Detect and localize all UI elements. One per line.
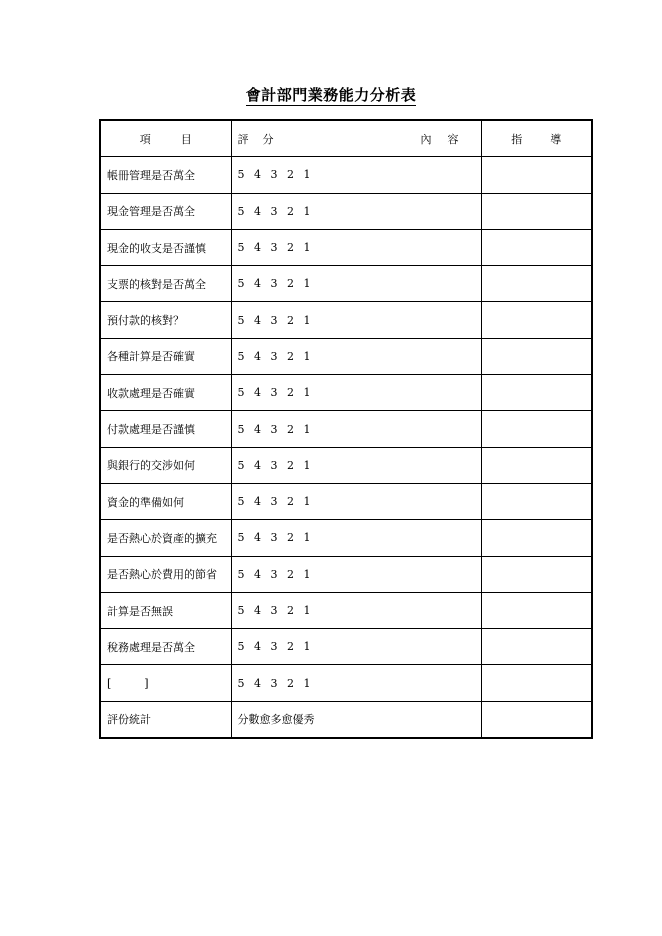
row-item: 是否熱心於費用的節省 — [100, 556, 231, 592]
table-row — [100, 229, 592, 265]
row-item: [ ] — [100, 665, 231, 701]
row-score-scale[interactable]: 5 4 3 2 1 — [231, 302, 481, 338]
row-score-scale[interactable]: 5 4 3 2 1 — [231, 266, 481, 302]
table-row — [100, 556, 592, 592]
header-score-char-1: 評 — [237, 132, 249, 146]
table-row — [100, 375, 592, 411]
table-row — [100, 302, 592, 338]
row-guide-cell[interactable] — [481, 665, 592, 701]
row-item: 收款處理是否確實 — [100, 375, 231, 411]
row-item: 稅務處理是否萬全 — [100, 629, 231, 665]
row-score-scale[interactable]: 5 4 3 2 1 — [231, 483, 481, 519]
header-score-char-2: 分 — [262, 132, 274, 146]
summary-label: 評份統計 — [100, 701, 231, 738]
row-score-scale[interactable]: 5 4 3 2 1 — [231, 411, 481, 447]
row-guide-cell[interactable] — [481, 520, 592, 556]
row-guide-cell[interactable] — [481, 483, 592, 519]
header-guide — [481, 120, 592, 157]
table-row — [100, 157, 592, 193]
table-body — [100, 157, 592, 701]
table-row — [100, 665, 592, 701]
page-title-text: 會計部門業務能力分析表 — [245, 86, 417, 104]
summary-guide-cell[interactable] — [481, 701, 592, 738]
row-guide-cell[interactable] — [481, 629, 592, 665]
row-item: 資金的準備如何 — [100, 483, 231, 519]
row-guide-cell[interactable] — [481, 556, 592, 592]
row-score-scale[interactable]: 5 4 3 2 1 — [231, 157, 481, 193]
header-row — [100, 120, 592, 157]
row-guide-cell[interactable] — [481, 266, 592, 302]
page-title — [0, 84, 662, 105]
row-score-scale[interactable]: 5 4 3 2 1 — [231, 556, 481, 592]
row-item: 計算是否無誤 — [100, 592, 231, 628]
row-guide-cell[interactable] — [481, 193, 592, 229]
table-row — [100, 447, 592, 483]
table-row — [100, 592, 592, 628]
row-score-scale[interactable]: 5 4 3 2 1 — [231, 520, 481, 556]
row-score-scale[interactable]: 5 4 3 2 1 — [231, 193, 481, 229]
summary-row — [100, 701, 592, 738]
row-guide-cell[interactable] — [481, 338, 592, 374]
table-row — [100, 266, 592, 302]
row-guide-cell[interactable] — [481, 592, 592, 628]
header-score-content — [231, 120, 481, 157]
row-score-scale[interactable]: 5 4 3 2 1 — [231, 665, 481, 701]
header-content-char-2: 容 — [447, 132, 459, 146]
header-guide-char-2: 導 — [550, 132, 562, 146]
row-guide-cell[interactable] — [481, 447, 592, 483]
evaluation-table — [99, 119, 593, 739]
table-row — [100, 520, 592, 556]
table-row — [100, 629, 592, 665]
row-score-scale[interactable]: 5 4 3 2 1 — [231, 629, 481, 665]
row-item: 支票的核對是否萬全 — [100, 266, 231, 302]
row-item: 付款處理是否謹慎 — [100, 411, 231, 447]
row-guide-cell[interactable] — [481, 229, 592, 265]
row-guide-cell[interactable] — [481, 302, 592, 338]
row-guide-cell[interactable] — [481, 375, 592, 411]
row-score-scale[interactable]: 5 4 3 2 1 — [231, 592, 481, 628]
row-item: 各種計算是否確實 — [100, 338, 231, 374]
table-row — [100, 338, 592, 374]
row-item: 預付款的核對？ — [100, 302, 231, 338]
row-score-scale[interactable]: 5 4 3 2 1 — [231, 447, 481, 483]
header-item-char-1: 項 — [139, 132, 151, 146]
summary-text: 分數愈多愈優秀 — [231, 701, 481, 738]
row-score-scale[interactable]: 5 4 3 2 1 — [231, 229, 481, 265]
header-item — [100, 120, 231, 157]
row-guide-cell[interactable] — [481, 157, 592, 193]
row-item: 現金的收支是否謹慎 — [100, 229, 231, 265]
row-score-scale[interactable]: 5 4 3 2 1 — [231, 375, 481, 411]
header-content-char-1: 內 — [420, 132, 432, 146]
header-content — [421, 131, 459, 147]
row-item: 與銀行的交涉如何 — [100, 447, 231, 483]
row-guide-cell[interactable] — [481, 411, 592, 447]
table-row — [100, 193, 592, 229]
row-score-scale[interactable]: 5 4 3 2 1 — [231, 338, 481, 374]
row-item: 現金管理是否萬全 — [100, 193, 231, 229]
row-item: 是否熱心於資產的擴充 — [100, 520, 231, 556]
header-guide-char-1: 指 — [511, 132, 523, 146]
header-item-char-2: 目 — [180, 132, 192, 146]
table-row — [100, 483, 592, 519]
table-row — [100, 411, 592, 447]
row-item: 帳冊管理是否萬全 — [100, 157, 231, 193]
